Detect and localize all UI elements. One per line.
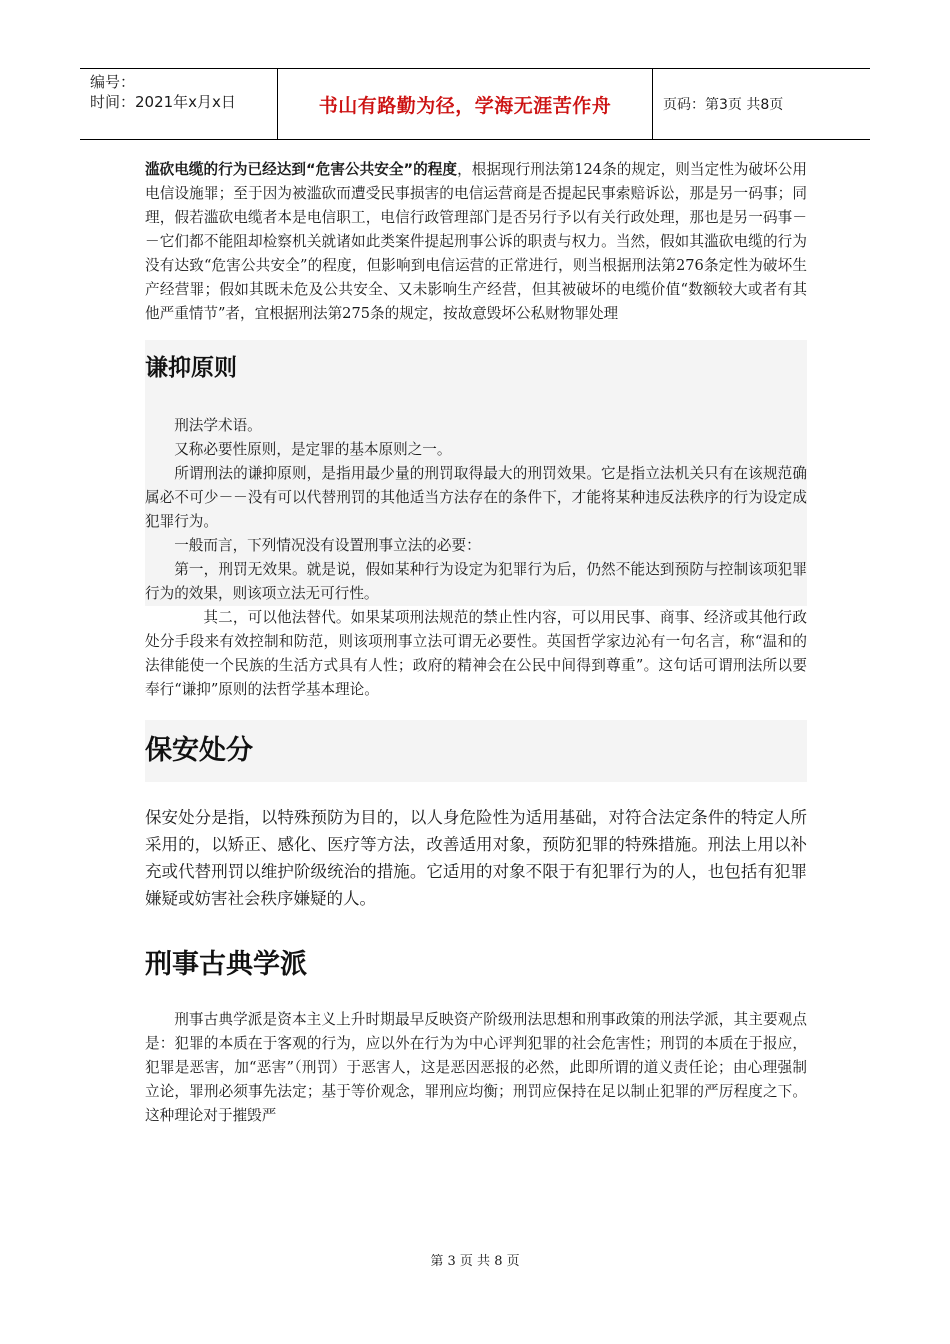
section-qianyi (145, 340, 807, 606)
qianyi-p3: 所谓刑法的谦抑原则，是指用最少量的刑罚取得最大的刑罚效果。它是指立法机关只有在该规范确属必不可少－－没有可以代替刑罚的其他适当方法存在的条件下，才能将某种违反法秩序的行为设定成犯罪行为。 (145, 465, 807, 530)
baoan-body: 保安处分是指，以特殊预防为目的，以人身危险性为适用基础，对符合法定条件的特定人所采用的，以矫正、感化、医疗等方法，改善适用对象，预防犯罪的特殊措施。刑法上用以补充或代替刑罚以维护阶级统治的措施。它适用的对象不限于有犯罪行为的人，也包括有犯罪嫌疑或妨害社会秩序嫌疑的人。 (145, 808, 807, 908)
qianyi-p4: 一般而言，下列情况没有设置刑事立法的必要： (174, 537, 481, 554)
section1-paragraph (145, 158, 807, 326)
qianyi-p1: 刑法学术语。 (174, 417, 262, 434)
section-baoan (145, 720, 807, 782)
xingshi-body: 刑事古典学派是资本主义上升时期最早反映资产阶级刑法思想和刑事政策的刑法学派，其主要观点是：犯罪的本质在于客观的行为，应以外在行为为中心评判犯罪的社会危害性；刑罚的本质在于报应，犯罪是恶害，加“恶害”（刑罚）于恶害人，这是恶因恶报的必然，此即所谓的道义责任论；由心理强制立论，罪刑必须事先法定；基于等价观念，罪刑应均衡；刑罚应保持在足以制止犯罪的严厉程度之下。这种理论对于摧毁严 (145, 1011, 807, 1124)
time-label: 时间：2021年x月x日 (90, 93, 236, 111)
section-title-baoan: 保安处分 (145, 735, 253, 766)
section1-lead: 滥砍电缆的行为已经达到“危害公共安全”的程度 (145, 161, 458, 178)
section-title-qianyi: 谦抑原则 (145, 355, 237, 381)
qianyi-p5: 第一，刑罚无效果。就是说，假如某种行为设定为犯罪行为后，仍然不能达到预防与控制该项犯罪行为的效果，则该项立法无可行性。 (145, 561, 807, 602)
number-label: 编号： (90, 73, 136, 91)
section1-body: ，根据现行刑法第124条的规定，则当定性为破坏公用电信设施罪；至于因为被滥砍而遭受民事损害的电信运营商是否提起民事索赔诉讼，那是另一码事；同理，假若滥砍电缆者本是电信职工，电信行政管理部门是否另行予以有关行政处理，那也是另一码事－－它们都不能阻却检察机关就诸如此类案件提起刑事公诉的职责与权力。当然，假如其滥砍电缆的行为没有达致“危害公共安全”的程度，但影响到电信运营的正常进行，则当根据刑法第276条定性为破坏生产经营罪；假如其既未危及公共安全、又未影响生产经营，但其被破坏的电缆价值“数额较大或者有其他严重情节”者，宜根据刑法第275条的规定，按故意毁坏公私财物罪处理 (145, 161, 808, 322)
document-body (145, 158, 807, 1128)
section-title-xingshi: 刑事古典学派 (145, 949, 307, 980)
qianyi-p6: 其二，可以他法替代。如果某项刑法规范的禁止性内容，可以用民事、商事、经济或其他行政处分手段来有效控制和防范，则该项刑事立法可谓无必要性。英国哲学家边沁有一句名言，称“温和的法律能使一个民族的生活方式具有人性；政府的精神会在公民中间得到尊重”。这句话可谓刑法所以要奉行“谦抑”原则的法哲学基本理论。 (145, 609, 807, 698)
page-header (80, 68, 870, 140)
header-page-code: 页码：第3页 共8页 (663, 97, 784, 113)
header-meta (80, 69, 278, 139)
page-footer: 第 3 页 共 8 页 (430, 1254, 520, 1269)
header-motto: 书山有路勤为径，学海无涯苦作舟 (278, 69, 653, 139)
qianyi-p2: 又称必要性原则，是定罪的基本原则之一。 (174, 441, 452, 458)
